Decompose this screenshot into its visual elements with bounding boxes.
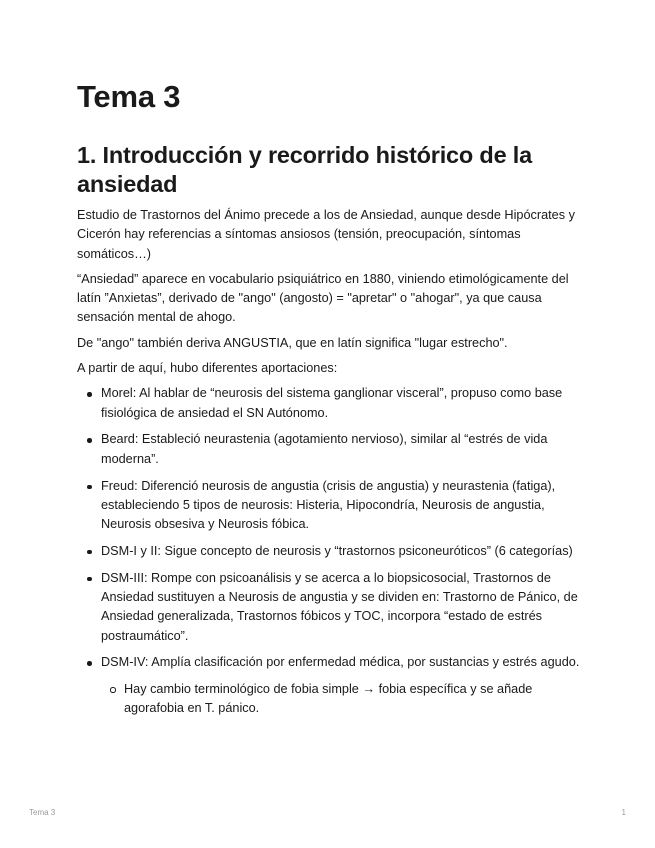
paragraph-angustia: De "ango" también deriva ANGUSTIA, que en latín significa "lugar estrecho". [77, 335, 508, 350]
section-heading: 1. Introducción y recorrido histórico de la ansiedad [77, 142, 532, 197]
page-title: Tema 3 [77, 79, 181, 114]
document-body [77, 78, 582, 726]
list-item-dsm-iii: DSM-III: Rompe con psicoanálisis y se acerca a lo biopsicosocial, Trastornos de Ansiedad sustituyen a Neurosis de angustia y se dividen en: Trastorno de Pánico, de Ansiedad generalizada, Trastornos fóbicos y TOC, incorpora “estado de estrés postraumático”. [101, 569, 582, 646]
list-item-dsm-iv [101, 653, 582, 718]
paragraph-contributions: A partir de aquí, hubo diferentes aportaciones: [77, 361, 338, 376]
contributions-list [77, 384, 582, 718]
paragraph-intro: Estudio de Trastornos del Ánimo precede a los de Ansiedad, aunque desde Hipócrates y Cicerón hay referencias a síntomas ansiosos (tensión, preocupación, síntomas somáticos…) [77, 208, 575, 261]
list-item-freud: Freud: Diferenció neurosis de angustia (crisis de angustia) y neurastenia (fatiga), estableciendo 5 tipos de neurosis: Histeria, Hipocondría, Neurosis de angustia, Neurosis obsesiva y Neurosis fóbica. [101, 477, 582, 535]
list-item-dsm-i-ii: DSM-I y II: Sigue concepto de neurosis y “trastornos psiconeuróticos” (6 categorías) [101, 542, 582, 561]
footer-page-number: 1 [621, 808, 626, 817]
list-item-morel: Morel: Al hablar de “neurosis del sistema ganglionar visceral”, propuso como base fisiológica de ansiedad el SN Autónomo. [101, 384, 582, 423]
footer-document-title: Tema 3 [29, 808, 56, 817]
sub-list-item-fobia: Hay cambio terminológico de fobia simple → fobia específica y se añade agorafobia en T. pánico. [124, 680, 582, 719]
dsm-iv-sublist [101, 680, 582, 719]
list-item-dsm-iv-text: DSM-IV: Amplía clasificación por enfermedad médica, por sustancias y estrés agudo. [101, 655, 580, 670]
list-item-beard: Beard: Estableció neurastenia (agotamiento nervioso), similar al “estrés de vida moderna”. [101, 430, 582, 469]
paragraph-etymology: “Ansiedad” aparece en vocabulario psiquiátrico en 1880, viniendo etimológicamente del latín ”Anxietas”, derivado de "ango" (angosto) = "apretar" o "ahogar", ya que causa sensación mental de ahogo. [77, 271, 569, 325]
